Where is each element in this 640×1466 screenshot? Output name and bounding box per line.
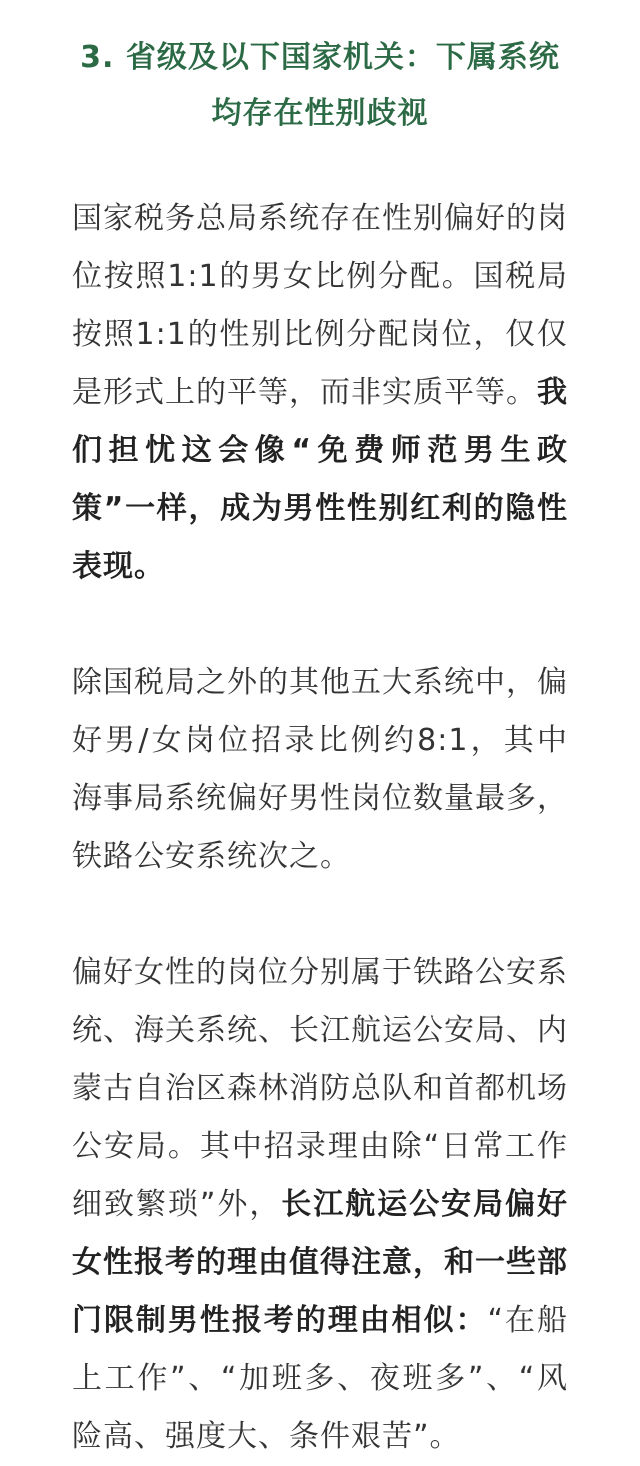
paragraph-tax-bureau [72, 190, 568, 596]
paragraph-female-preference [72, 944, 568, 1466]
paragraph-quoted-reasons: “在船上工作”、“加班多、夜班多”、“风险高、强度大、条件艰苦”。 [72, 1303, 569, 1454]
paragraph-emphasis: 长江航运公安局偏好女性报考的理由值得注意，和一些部门限制男性报考的理由相似： [72, 1187, 569, 1338]
paragraph-text: 除国税局之外的其他五大系统中，偏好男/女岗位招录比例约8:1，其中海事局系统偏好男性岗位数量最多，铁路公安系统次之。 [72, 665, 568, 874]
section-heading: 3. 省级及以下国家机关：下属系统均存在性别歧视 [80, 40, 560, 131]
paragraph-text: 偏好女性的岗位分别属于铁路公安系统、海关系统、长江航运公安局、内蒙古自治区森林消防总队和首都机场公安局。其中招录理由除“日常工作细致繁琐”外， [72, 955, 568, 1222]
paragraph-emphasis: 我们担忧这会像“免费师范男生政策”一样，成为男性性别红利的隐性表现。 [72, 375, 568, 584]
paragraph-text: 国家税务总局系统存在性别偏好的岗位按照1:1的男女比例分配。国税局按照1:1的性别比例分配岗位，仅仅是形式上的平等，而非实质平等。 [72, 201, 568, 410]
paragraph-other-systems [72, 654, 568, 886]
